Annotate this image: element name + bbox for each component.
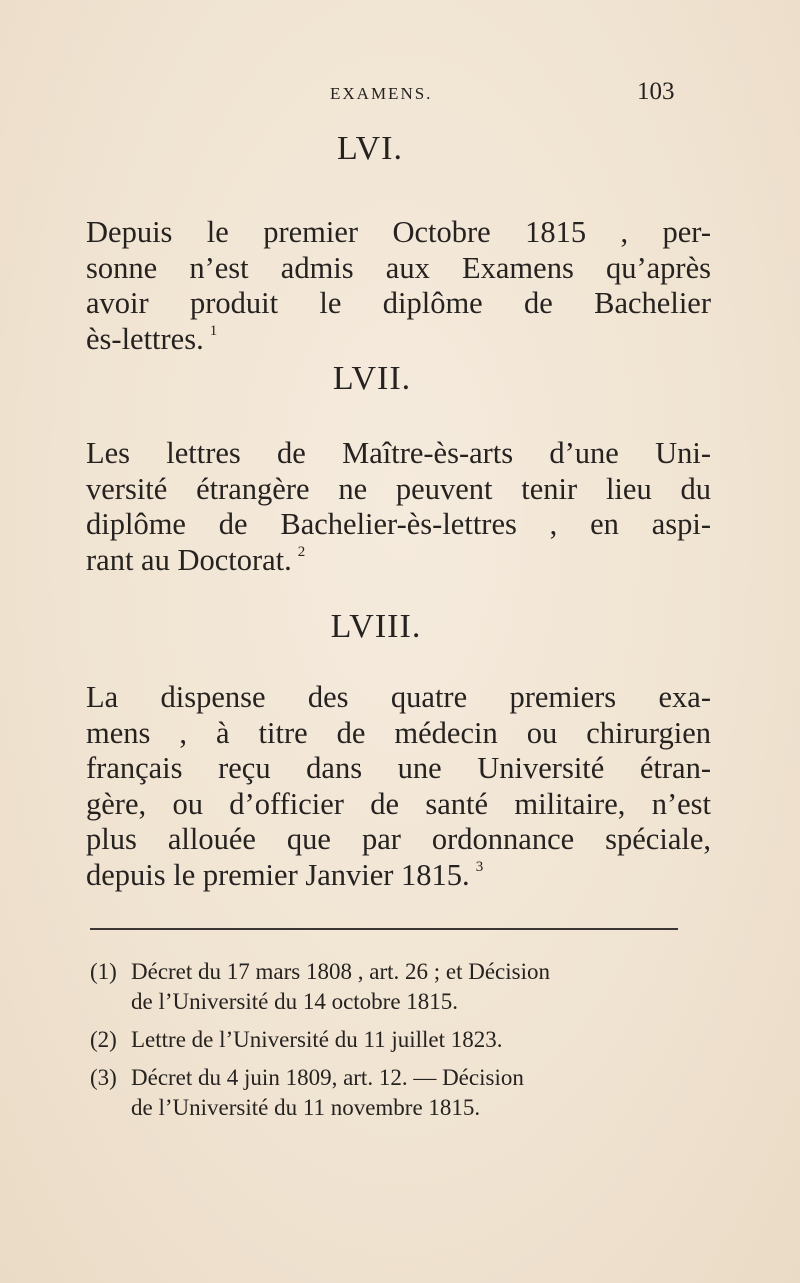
paragraph-line-last xyxy=(86,858,711,894)
footnote-ref[interactable]: 3 xyxy=(475,858,484,875)
section-heading-lvii: LVII. xyxy=(332,360,412,397)
paragraph-lvi xyxy=(86,215,711,357)
paragraph-lviii xyxy=(86,680,711,893)
footnote-mark: (2) xyxy=(90,1027,117,1052)
footnote-divider xyxy=(90,928,678,930)
paragraph-lvii xyxy=(86,436,711,578)
footnote-line: Lettre de l’Université du 11 juillet 1823. xyxy=(131,1027,503,1052)
paragraph-line: diplôme de Bachelier-ès-lettres , en aspi- xyxy=(86,507,711,541)
paragraph-line: Depuis le premier Octobre 1815 , per- xyxy=(86,215,711,249)
footnotes xyxy=(90,957,690,1131)
paragraph-line: gère, ou d’officier de santé militaire, n’est xyxy=(86,786,711,821)
paragraph-line-text: rant au Doctorat. xyxy=(86,542,292,577)
paragraph-line: mens , à titre de médecin ou chirurgien xyxy=(86,715,711,750)
section-heading-lviii: LVIII. xyxy=(330,608,422,645)
footnote-line: de l’Université du 11 novembre 1815. xyxy=(131,1095,481,1120)
footnote-1 xyxy=(90,957,690,1017)
footnote-2 xyxy=(90,1025,690,1055)
paragraph-line-last xyxy=(86,543,711,579)
running-title: EXAMENS. xyxy=(330,84,433,103)
footnote-line: Décret du 17 mars 1808 , art. 26 ; et Décision xyxy=(131,959,550,984)
footnote-mark: (1) xyxy=(90,959,117,984)
paragraph-line-last xyxy=(86,322,711,358)
footnote-line: Décret du 4 juin 1809, art. 12. — Décision xyxy=(131,1065,524,1090)
paragraph-line: plus allouée que par ordonnance spéciale, xyxy=(86,822,711,856)
footnote-mark: (3) xyxy=(90,1065,117,1090)
running-head xyxy=(0,78,800,114)
footnote-3 xyxy=(90,1063,690,1123)
paragraph-line-text: depuis le premier Janvier 1815. xyxy=(86,857,470,892)
section-heading-lvi: LVI. xyxy=(336,130,404,167)
footnote-ref[interactable]: 2 xyxy=(297,543,306,560)
footnote-line: de l’Université du 14 octobre 1815. xyxy=(131,989,459,1014)
page-number: 103 xyxy=(637,78,675,105)
paragraph-line: avoir produit le diplôme de Bachelier xyxy=(86,286,711,320)
paragraph-line: Les lettres de Maître-ès-arts d’une Uni- xyxy=(86,436,711,470)
paragraph-line: La dispense des quatre premiers exa- xyxy=(86,680,711,714)
paragraph-line: sonne n’est admis aux Examens qu’après xyxy=(86,250,711,285)
paragraph-line-text: ès-lettres. xyxy=(86,321,204,356)
footnote-ref[interactable]: 1 xyxy=(209,322,218,339)
paragraph-line: français reçu dans une Université étran- xyxy=(86,751,711,785)
paragraph-line: versité étrangère ne peuvent tenir lieu du xyxy=(86,471,711,506)
